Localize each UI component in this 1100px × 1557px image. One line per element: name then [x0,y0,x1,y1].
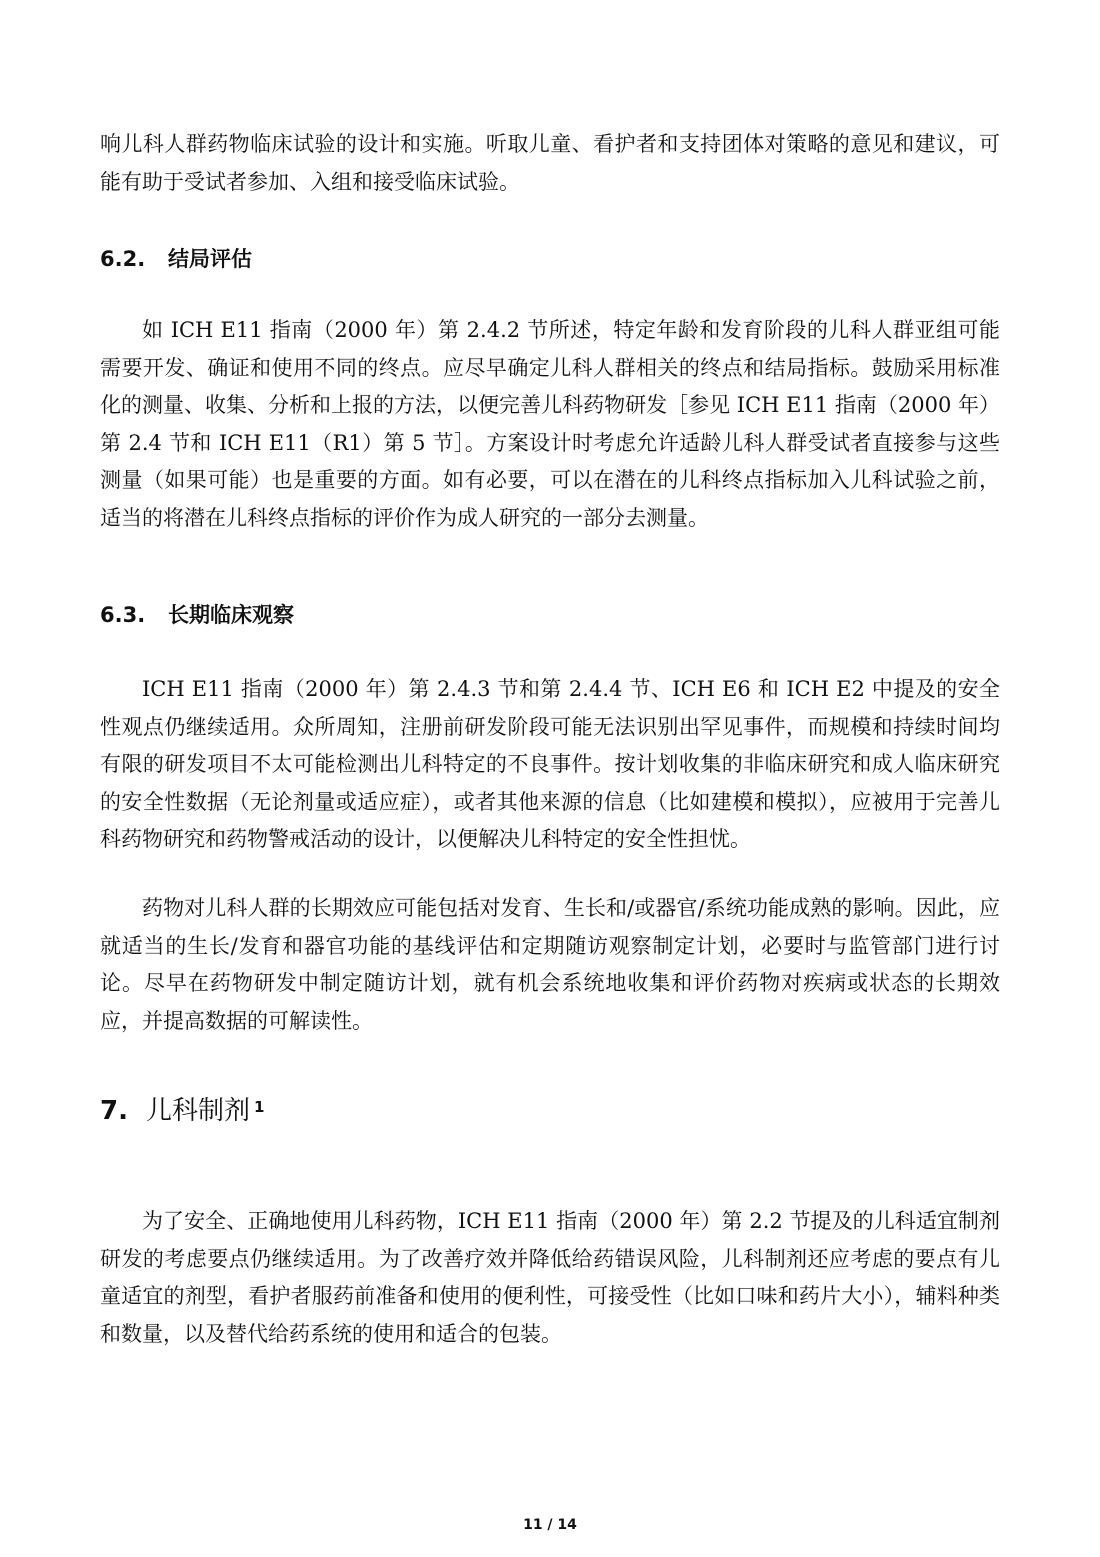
section-title: 长期临床观察 [168,603,294,627]
page-number: 11 / 14 [523,1517,577,1533]
section-number: 7. [100,1096,128,1126]
section-title: 结局评估 [168,247,252,271]
footnote-marker: 1 [254,1098,265,1116]
paragraph-long-term-effects: 药物对儿科人群的长期效应可能包括对发育、生长和/或器官/系统功能成熟的影响。因此，应就适当的生长/发育和器官功能的基线评估和定期随访观察制定计划，必要时与监管部门进行讨论。尽早在药物研发中制定随访计划，就有机会系统地收集和评价药物对疾病或状态的长期效应，并提高数据的可解读性。 [100,896,1000,1033]
section-title: 儿科制剂 [146,1096,251,1126]
paragraph-pediatric-formulation: 为了安全、正确地使用儿科药物，ICH E11 指南（2000 年）第 2.2 节提及的儿科适宜制剂研发的考虑要点仍继续适用。为了改善疗效并降低给药错误风险，儿科制剂还应考虑的要点有儿童适宜的剂型，看护者服药前准备和使用的便利性，可接受性（比如口味和药片大小），辅料种类和数量，以及替代给药系统的使用和适合的包装。 [100,1209,1000,1346]
paragraph-continuation: 响儿科人群药物临床试验的设计和实施。听取儿童、看护者和支持团体对策略的意见和建议，可能有助于受试者参加、入组和接受临床试验。 [100,132,1000,194]
paragraph-long-term-safety: ICH E11 指南（2000 年）第 2.4.3 节和第 2.4.4 节、ICH E6 和 ICH E2 中提及的安全性观点仍继续适用。众所周知，注册前研发阶段可能无法识别出罕见事件，而规模和持续时间均有限的研发项目不太可能检测出儿科特定的不良事件。按计划收集的非临床研究和成人临床研究的安全性数据（无论剂量或适应症），或者其他来源的信息（比如建模和模拟），应被用于完善儿科药物研究和药物警戒活动的设计，以便解决儿科特定的安全性担忧。 [100,677,1000,852]
paragraph-outcome-assessment: 如 ICH E11 指南（2000 年）第 2.4.2 节所述，特定年龄和发育阶段的儿科人群亚组可能需要开发、确证和使用不同的终点。应尽早确定儿科人群相关的终点和结局指标。鼓励采用标准化的测量、收集、分析和上报的方法，以便完善儿科药物研发［参见 ICH E11 指南（2000 年）第 2.4 节和 ICH E11（R1）第 5 节］。方案设计时考虑允许适龄儿科人群受试者直接参与这些测量（如果可能）也是重要的方面。如有必要，可以在潜在的儿科终点指标加入儿科试验之前，适当的将潜在儿科终点指标的评价作为成人研究的一部分去测量。 [100,318,1000,530]
section-heading-7 [100,1094,264,1128]
section-number: 6.3. [100,603,146,627]
section-heading-6-2 [100,244,252,274]
section-number: 6.2. [100,247,146,271]
section-heading-6-3 [100,600,294,630]
